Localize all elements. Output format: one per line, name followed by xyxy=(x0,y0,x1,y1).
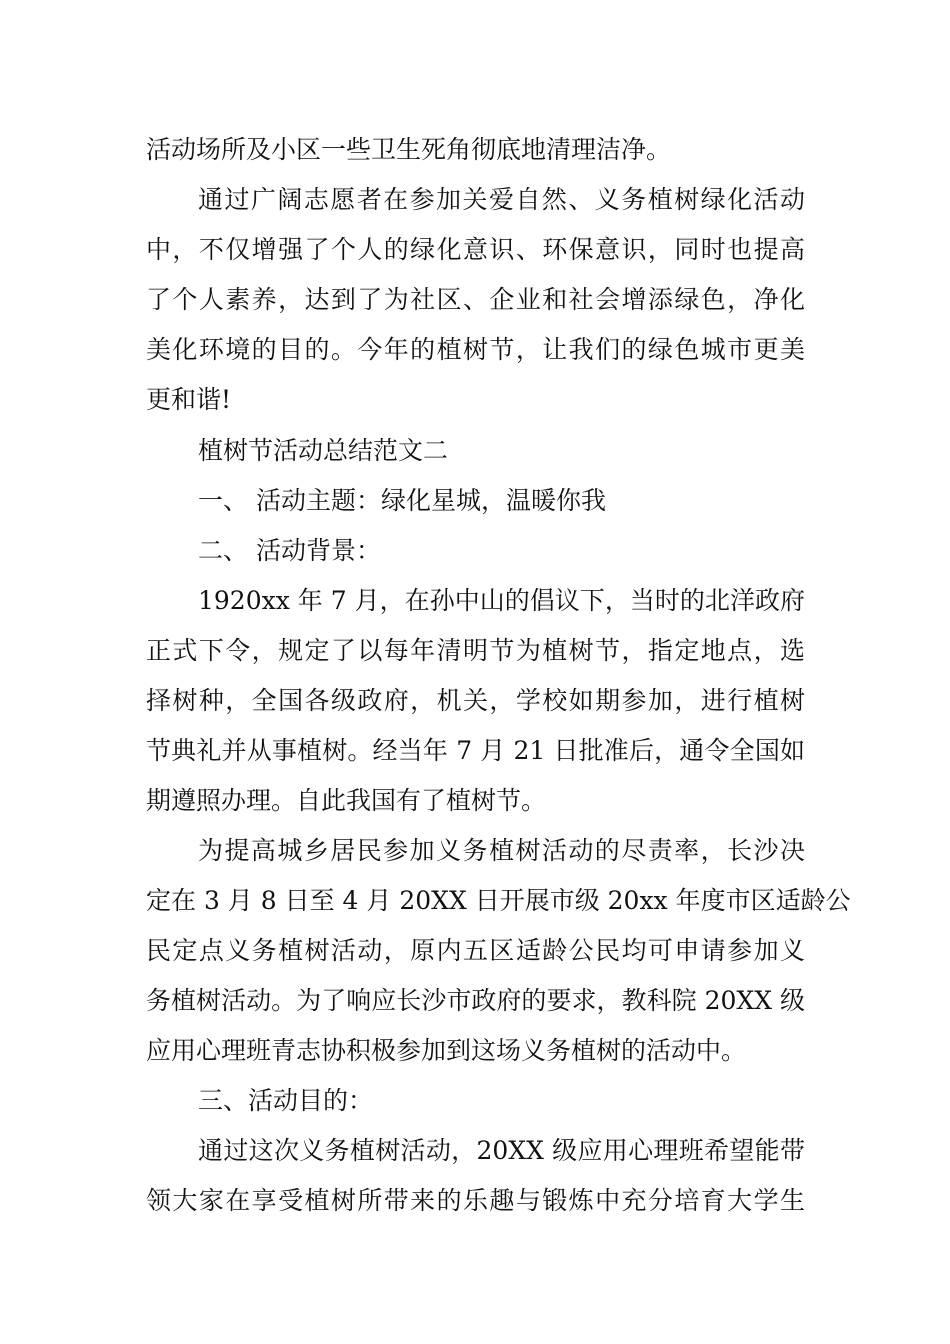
paragraph-line: 定在 3 月 8 日至 4 月 20XX 日开展市级 20xx 年度市区适龄公 xyxy=(146,886,851,915)
paragraph-line: 应用心理班青志协积极参加到这场义务植树的活动中。 xyxy=(146,1036,747,1065)
paragraph-line: 正式下令，规定了以每年清明节为植树节，指定地点，选 xyxy=(146,636,805,665)
list-item: 一、 活动主题：绿化星城，温暖你我 xyxy=(198,486,606,515)
paragraph-line: 择树种，全国各级政府，机关，学校如期参加，进行植树 xyxy=(146,686,805,715)
paragraph-line: 节典礼并从事植树。经当年 7 月 21 日批准后，通令全国如 xyxy=(146,736,805,765)
list-item: 二、 活动背景： xyxy=(198,536,381,565)
paragraph-line: 中，不仅增强了个人的绿化意识、环保意识，同时也提高 xyxy=(146,235,805,264)
paragraph-line: 为提高城乡居民参加义务植树活动的尽责率，长沙决 xyxy=(198,836,805,865)
paragraph-line: 期遵照办理。自此我国有了植树节。 xyxy=(146,786,547,815)
paragraph-line: 活动场所及小区一些卫生死角彻底地清理洁净。 xyxy=(146,135,672,164)
paragraph-line: 通过广阔志愿者在参加关爱自然、义务植树绿化活动 xyxy=(198,185,805,214)
paragraph-line: 美化环境的目的。今年的植树节，让我们的绿色城市更美 xyxy=(146,335,805,364)
paragraph-line: 务植树活动。为了响应长沙市政府的要求，教科院 20XX 级 xyxy=(146,986,805,1015)
paragraph-line: 通过这次义务植树活动，20XX 级应用心理班希望能带 xyxy=(198,1136,805,1165)
section-title: 植树节活动总结范文二 xyxy=(198,436,449,465)
paragraph-line: 1920xx 年 7 月，在孙中山的倡议下，当时的北洋政府 xyxy=(198,586,805,615)
paragraph-line: 领大家在享受植树所带来的乐趣与锻炼中充分培育大学生 xyxy=(146,1186,805,1215)
paragraph-line: 了个人素养，达到了为社区、企业和社会增添绿色，净化 xyxy=(146,285,805,314)
paragraph-line: 民定点义务植树活动，原内五区适龄公民均可申请参加义 xyxy=(146,936,805,965)
paragraph-line: 更和谐! xyxy=(146,385,232,414)
list-item: 三、活动目的： xyxy=(198,1086,374,1115)
